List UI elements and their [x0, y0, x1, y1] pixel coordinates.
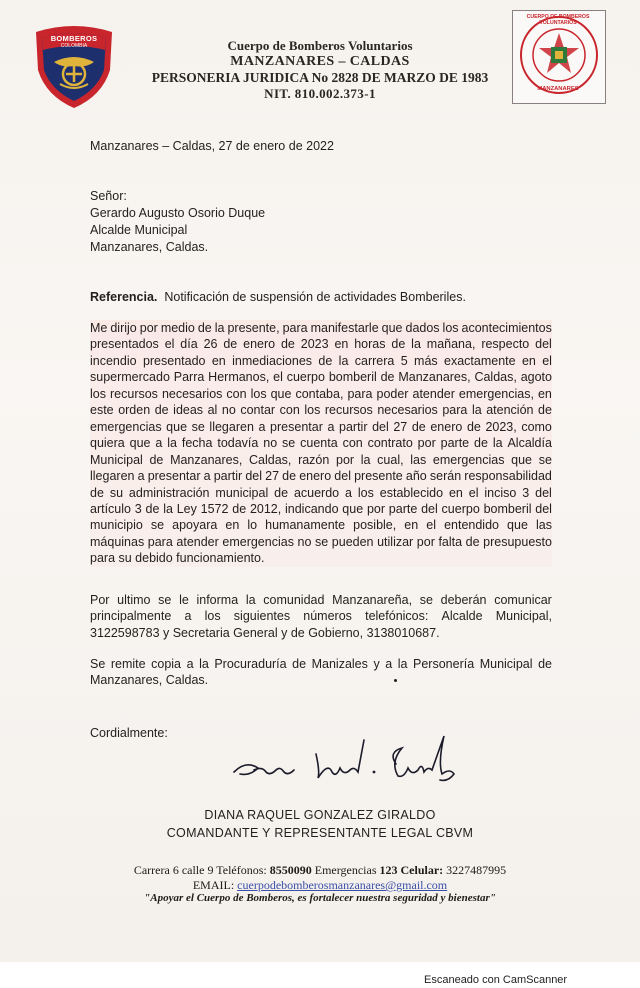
paragraph-line: este orden de ideas al no contar con los recursos necesarios para la atención de: [90, 403, 552, 418]
seal-bottom-text: MANZANARES: [537, 86, 579, 92]
letterhead: [120, 38, 520, 102]
body-paragraph-1: [90, 320, 552, 567]
footer-emergency-label: Emergencias: [314, 863, 377, 877]
recipient-salutation: Señor:: [90, 189, 127, 203]
paragraph-line: incendio presentado en inmediaciones de la carrera 5 más exactamente en el: [90, 353, 552, 368]
paragraph-line: municipio se apoyara en lo humanamente posible, en el entendido que las: [90, 518, 552, 533]
recipient-name: Gerardo Augusto Osorio Duque: [90, 206, 266, 220]
paragraph-line: Manzanares, Caldas.: [90, 673, 209, 688]
letterhead-location: MANZANARES – CALDAS: [230, 54, 410, 69]
paragraph-line: principalmente a los siguientes números telefónicos: Alcalde Municipal,: [90, 609, 552, 624]
paragraph-line: Me dirijo por medio de la presente, para manifestarle que dados los acontecimientos: [90, 321, 552, 335]
footer-cell-label: Celular:: [400, 863, 444, 877]
recipient-title: Alcalde Municipal: [90, 223, 188, 237]
footer-slogan: "Apoyar el Cuerpo de Bomberos, es fortalecer nuestra seguridad y bienestar": [144, 892, 496, 904]
recipient-place: Manzanares, Caldas.: [90, 240, 209, 254]
paragraph-line: los recursos necesarios con los que contaba, para poder atender emergencias, en: [90, 386, 552, 401]
letterhead-org: Cuerpo de Bomberos Voluntarios: [227, 38, 413, 53]
footer-address: Carrera 6 calle 9 Teléfonos:: [133, 863, 267, 877]
paragraph-line: emergencias que se llegaren a presentar a partir del 27 de enero de 2023, como: [90, 419, 552, 434]
paragraph-line: de su administración municipal de acuerdo a los establecido en el inciso 3 del: [90, 485, 552, 500]
footer-email-link[interactable]: cuerpodebomberosmanzanares@gmail.com: [237, 878, 448, 892]
paragraph-line: Municipal de Manzanares, Caldas, razón por la cual, las emergencias que se: [90, 452, 552, 467]
signer-name: DIANA RAQUEL GONZALEZ GIRALDO: [204, 808, 436, 822]
recipient-block: [90, 188, 552, 256]
signer-role: COMANDANTE Y REPRESENTANTE LEGAL CBVM: [166, 826, 474, 840]
paragraph-line: máquinas para atender emergencias no se pueden utilizar por falta de presupuesto: [90, 534, 552, 549]
letterhead-nit: NIT. 810.002.373-1: [264, 86, 376, 101]
paragraph-line: 3122598783 y Secretaria General y de Gobierno, 3138010687.: [90, 625, 440, 640]
paragraph-line: presentados el día 26 de enero de 2023 en horas de la mañana, respecto del: [90, 337, 552, 352]
reference-line: [90, 289, 552, 305]
letterhead-legal: PERSONERIA JURIDICA No 2828 DE MARZO DE 1983: [151, 70, 489, 85]
footer-cell-number: 3227487995: [446, 863, 507, 877]
footer-email: [60, 878, 580, 893]
body-paragraph-2: [90, 592, 552, 641]
closing: Cordialmente:: [90, 726, 168, 740]
date-line: Manzanares – Caldas, 27 de enero de 2022: [90, 139, 334, 153]
footer-email-label: EMAIL:: [192, 878, 235, 892]
footer-contact: [60, 863, 580, 878]
paragraph-line: supermercado Parra Hermanos, el cuerpo bomberil de Manzanares, Caldas, agoto: [90, 370, 552, 385]
paragraph-line: artículo 3 de la Ley 1572 de 2012, indicando que por parte del cuerpo bomberil del: [90, 501, 552, 516]
shield-title: BOMBEROS: [50, 34, 98, 43]
paragraph-line: Por ultimo se le informa la comunidad Manzanareña, se deberán comunicar: [90, 593, 552, 607]
reference-text: Notificación de suspensión de actividades Bomberiles.: [164, 290, 466, 304]
ink-speck: [394, 679, 397, 682]
handwritten-signature: [228, 732, 468, 792]
paragraph-line: quiera que a la fecha todavía no se cuenta con contrato por parte de la Alcaldía: [90, 436, 552, 451]
body-paragraph-3: [90, 656, 552, 689]
paragraph-line: llegaren a presentar a partir del 27 de enero del presente año serán responsabilidad: [90, 469, 552, 484]
shield-subtitle: COLOMBIA: [60, 43, 88, 49]
seal-top-text: CUERPO DE BOMBEROS VOLUNTARIOS: [526, 14, 590, 26]
footer-phone: 8550090: [269, 863, 312, 877]
footer-emergency-number: 123: [379, 863, 398, 877]
reference-label: Referencia.: [90, 290, 158, 304]
paragraph-line: Se remite copia a la Procuraduría de Manizales y a la Personería Municipal de: [90, 657, 552, 671]
camscanner-watermark: Escaneado con CamScanner: [424, 974, 568, 986]
paragraph-line: para su debido funcionamiento.: [90, 551, 265, 566]
